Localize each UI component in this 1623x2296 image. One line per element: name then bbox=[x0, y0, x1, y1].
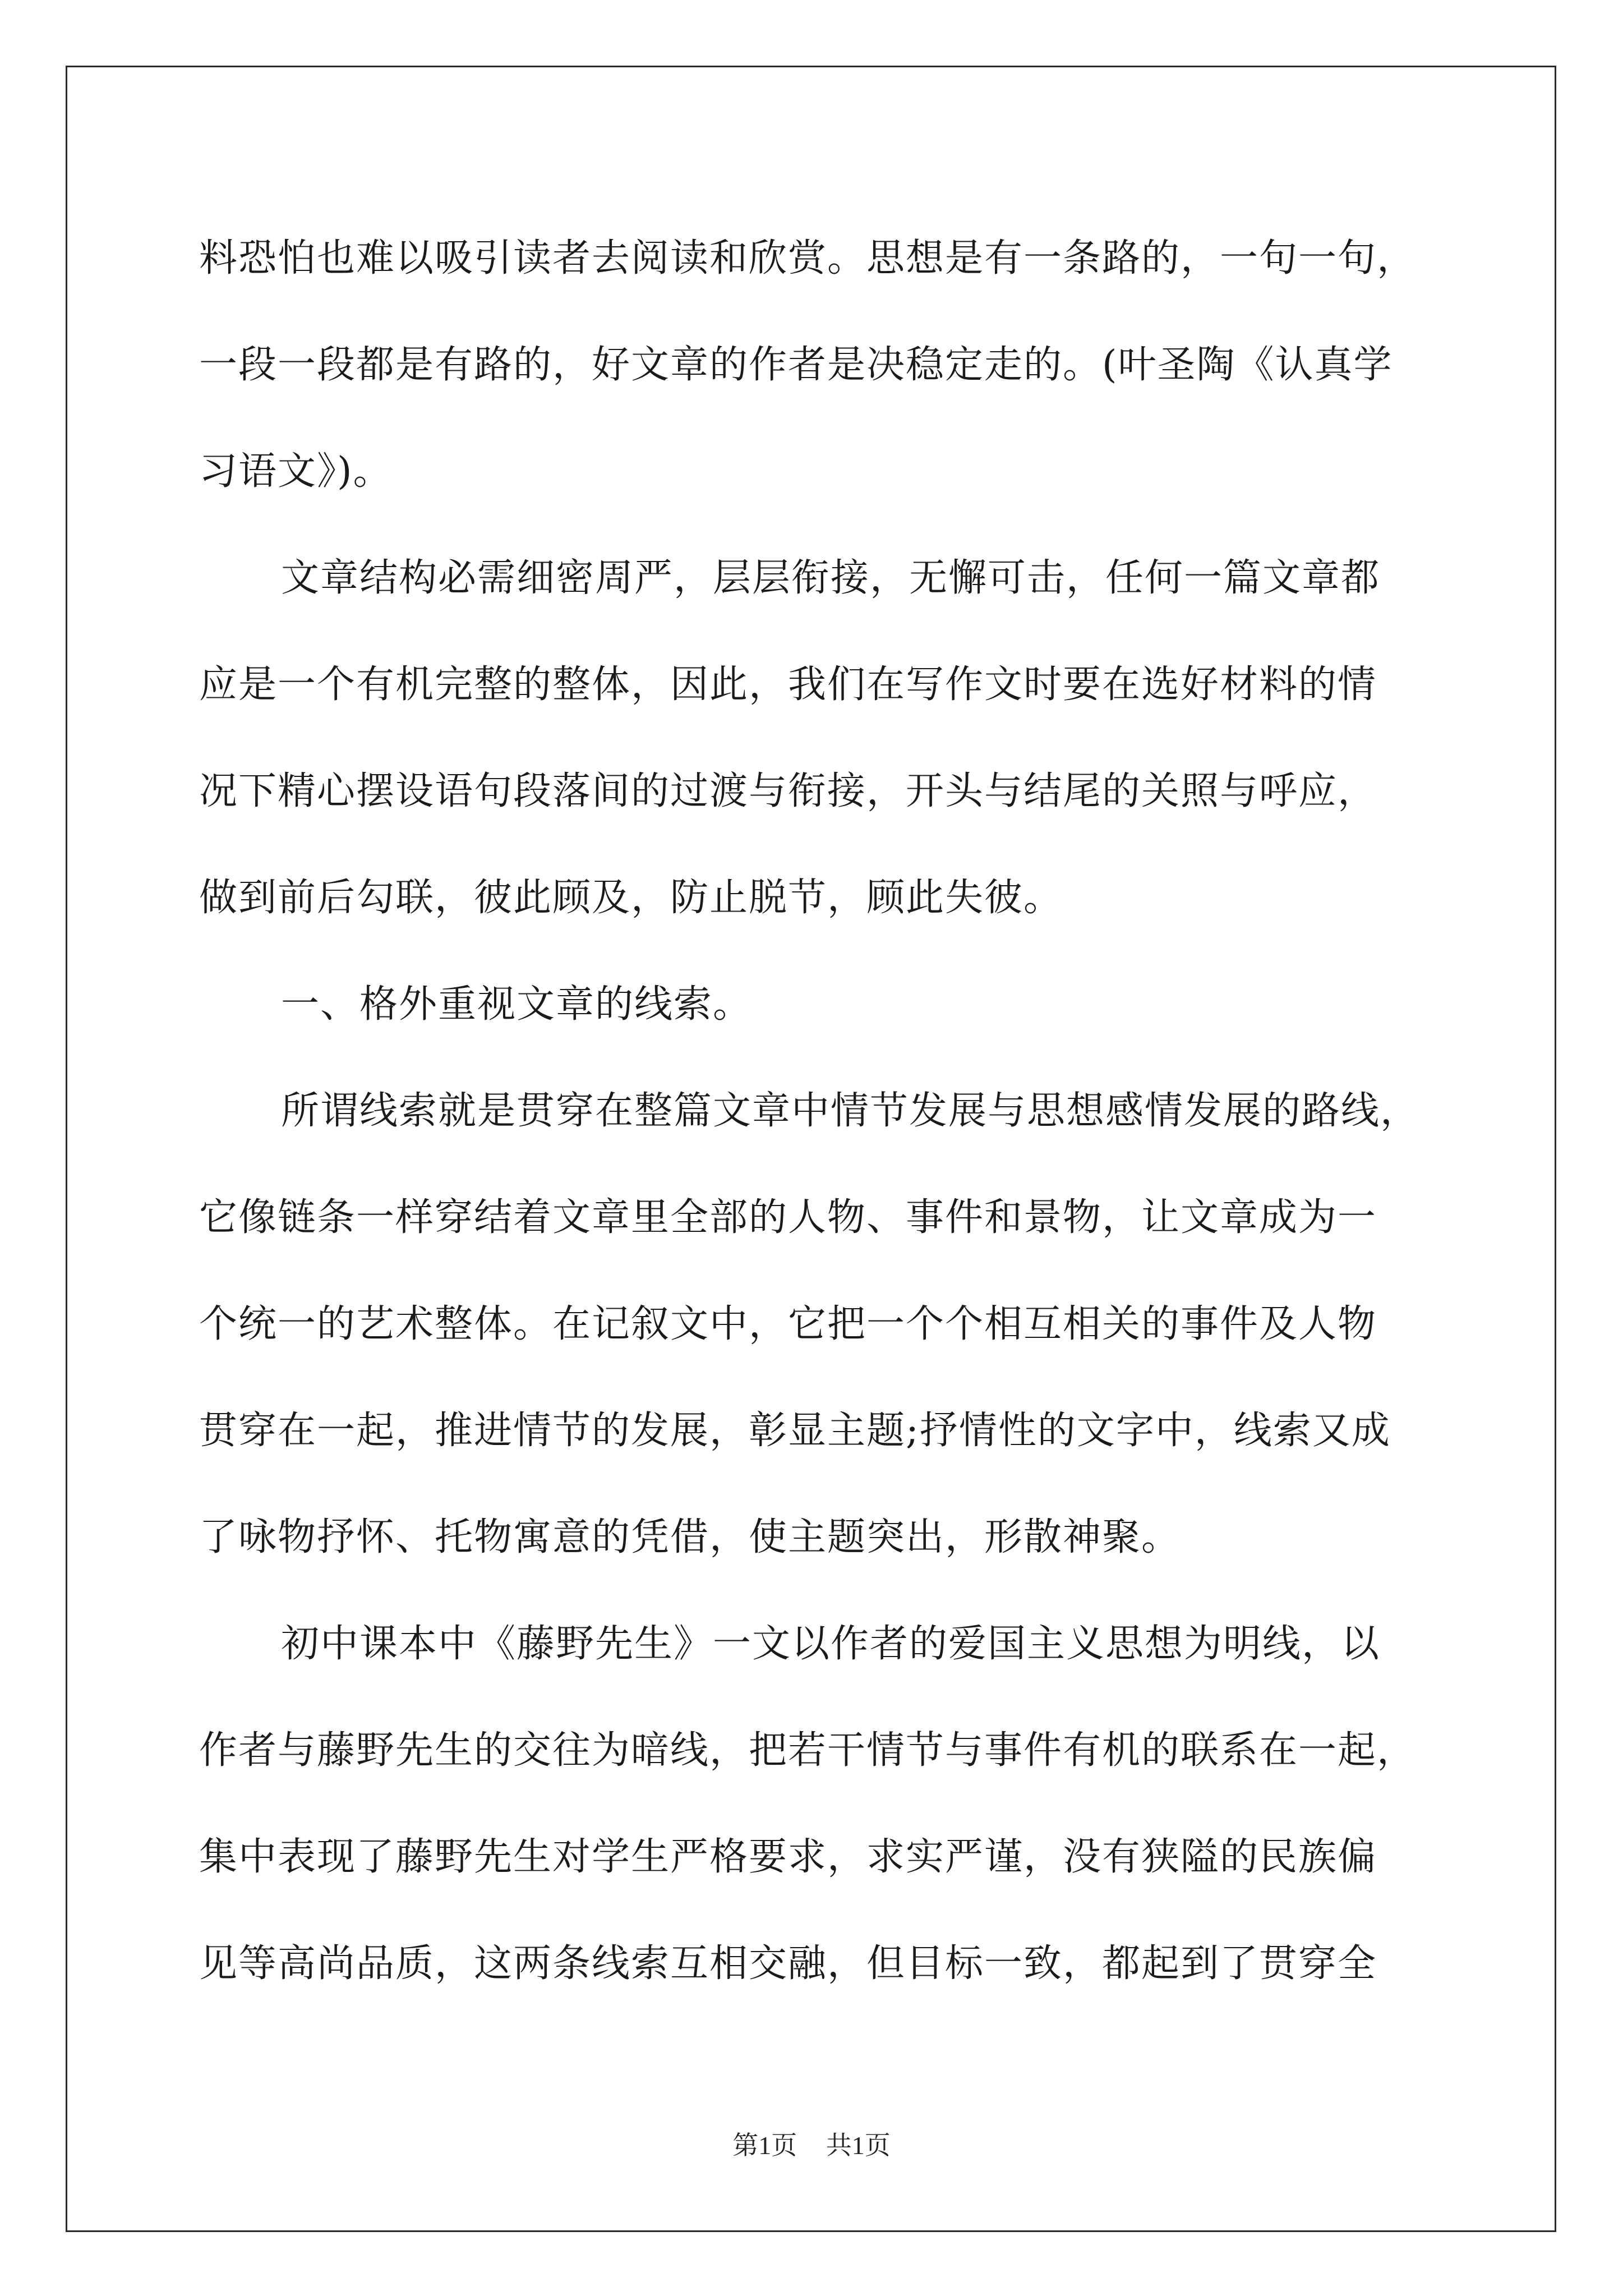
text-line: 贯穿在一起，推进情节的发展，彰显主题;抒情性的文字中，线索又成 bbox=[199, 1409, 1391, 1453]
section-heading: 一、格外重视文章的线索。 bbox=[281, 982, 753, 1027]
total-pages: 共1页 bbox=[826, 2131, 891, 2160]
text-line: 习语文》)。 bbox=[199, 449, 393, 494]
page-number: 第1页 bbox=[732, 2131, 797, 2160]
document-body bbox=[199, 205, 1455, 2017]
text-line: 见等高尚品质，这两条线索互相交融，但目标一致，都起到了贯穿全 bbox=[199, 1941, 1377, 1986]
text-line: 了咏物抒怀、托物寓意的凭借，使主题突出，形散神聚。 bbox=[199, 1515, 1181, 1559]
text-line: 一段一段都是有路的，好文章的作者是决稳定走的。(叶圣陶《认真学 bbox=[199, 343, 1393, 387]
text-line: 个统一的艺术整体。在记叙文中，它把一个个相互相关的事件及人物 bbox=[199, 1302, 1377, 1346]
text-line: 料恐怕也难以吸引读者去阅读和欣赏。思想是有一条路的，一句一句， bbox=[199, 236, 1417, 280]
text-line: 应是一个有机完整的整体，因此，我们在写作文时要在选好材料的情 bbox=[199, 662, 1377, 707]
page-footer bbox=[0, 2125, 1623, 2162]
text-line: 文章结构必需细密周严，层层衔接，无懈可击，任何一篇文章都 bbox=[281, 556, 1381, 600]
text-line: 集中表现了藤野先生对学生严格要求，求实严谨，没有狭隘的民族偏 bbox=[199, 1835, 1377, 1879]
text-line: 它像链条一样穿结着文章里全部的人物、事件和景物，让文章成为一 bbox=[199, 1195, 1377, 1240]
text-line: 做到前后勾联，彼此顾及，防止脱节，顾此失彼。 bbox=[199, 876, 1063, 920]
text-line: 初中课本中《藤野先生》一文以作者的爱国主义思想为明线，以 bbox=[281, 1622, 1381, 1666]
text-line: 作者与藤野先生的交往为暗线，把若干情节与事件有机的联系在一起， bbox=[199, 1728, 1417, 1773]
text-line: 所谓线索就是贯穿在整篇文章中情节发展与思想感情发展的路线， bbox=[281, 1089, 1420, 1133]
text-line: 况下精心摆设语句段落间的过渡与衔接，开头与结尾的关照与呼应， bbox=[199, 769, 1377, 813]
